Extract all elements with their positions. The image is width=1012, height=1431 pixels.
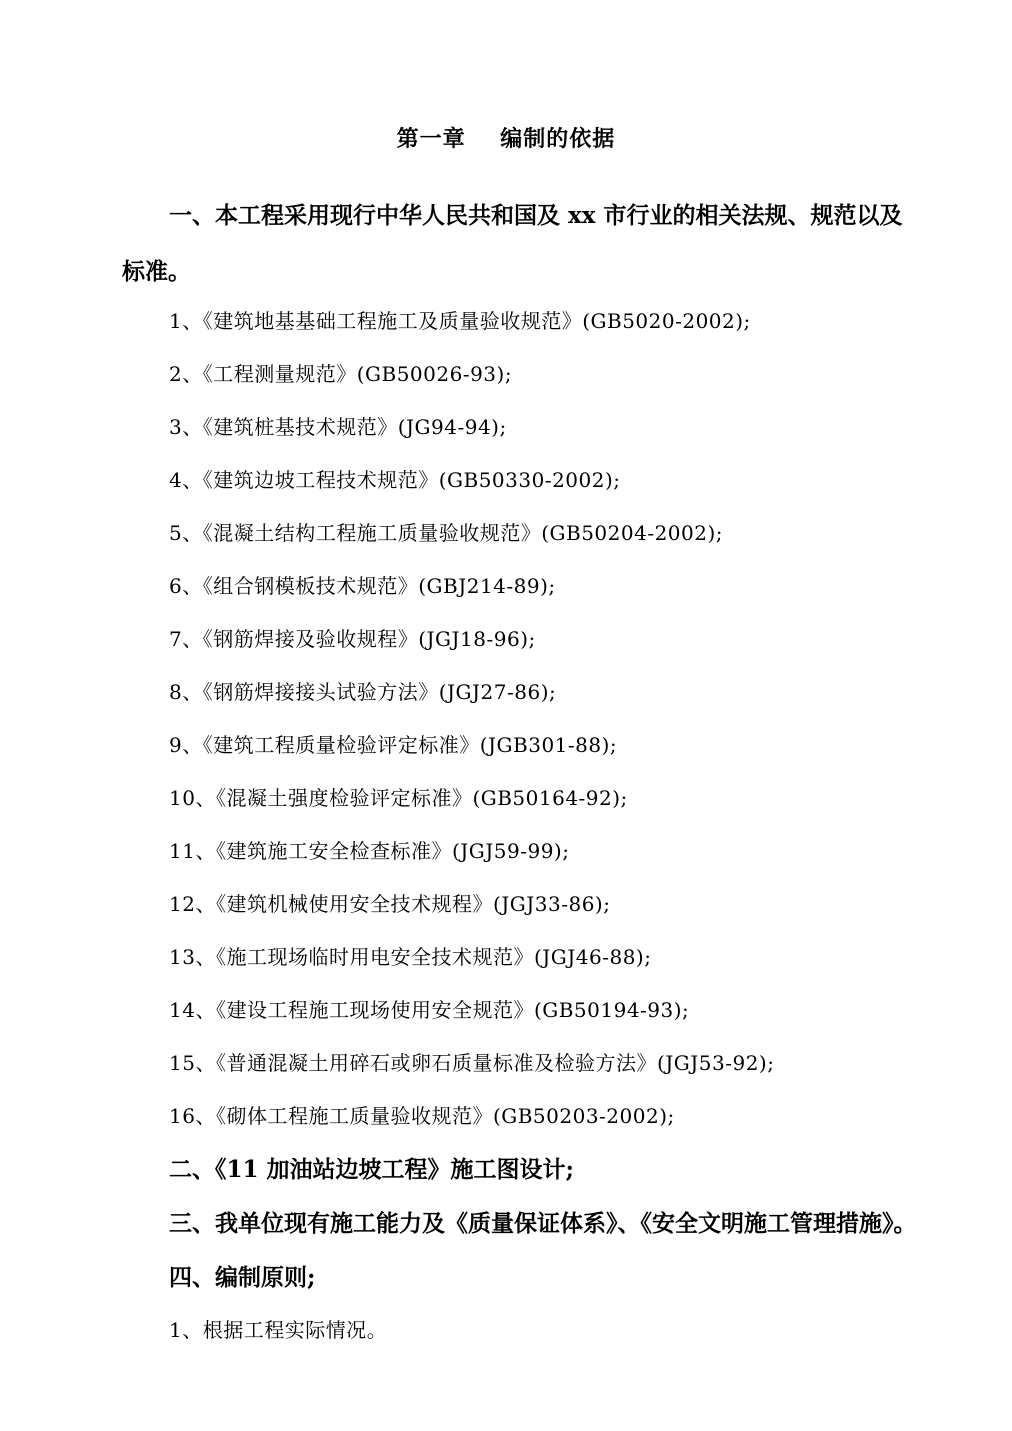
section-3-heading: 三、我单位现有施工能力及《质量保证体系》、《安全文明施工管理措施》。	[169, 1210, 917, 1237]
list-item: 4、《建筑边坡工程技术规范》(GB50330-2002);	[169, 468, 621, 492]
section-2-heading: 二、《11 加油站边坡工程》施工图设计;	[169, 1156, 575, 1183]
list-item: 16、《砌体工程施工质量验收规范》(GB50203-2002);	[169, 1104, 675, 1128]
list-item: 1、《建筑地基基础工程施工及质量验收规范》(GB5020-2002);	[169, 309, 751, 333]
list-item: 9、《建筑工程质量检验评定标准》(JGB301-88);	[169, 733, 618, 757]
list-item: 6、《组合钢模板技术规范》(GBJ214-89);	[169, 574, 556, 598]
list-item: 2、《工程测量规范》(GB50026-93);	[169, 362, 513, 386]
section-1-heading-cont: 标准。	[122, 258, 191, 285]
list-item: 15、《普通混凝土用碎石或卵石质量标准及检验方法》(JGJ53-92);	[169, 1051, 775, 1075]
section-4-heading: 四、编制原则;	[169, 1264, 316, 1291]
list-item: 14、《建设工程施工现场使用安全规范》(GB50194-93);	[169, 998, 690, 1022]
list-item: 8、《钢筋焊接接头试验方法》(JGJ27-86);	[169, 680, 557, 704]
principle-item: 1、根据工程实际情况。	[169, 1318, 388, 1342]
list-item: 3、《建筑桩基技术规范》(JG94-94);	[169, 415, 507, 439]
list-item: 11、《建筑施工安全检查标准》(JGJ59-99);	[169, 839, 570, 863]
list-item: 5、《混凝土结构工程施工质量验收规范》(GB50204-2002);	[169, 521, 724, 545]
list-item: 12、《建筑机械使用安全技术规程》(JGJ33-86);	[169, 892, 611, 916]
list-item: 10、《混凝土强度检验评定标准》(GB50164-92);	[169, 786, 628, 810]
chapter-title: 第一章 编制的依据	[396, 126, 616, 152]
list-item: 13、《施工现场临时用电安全技术规范》(JGJ46-88);	[169, 945, 652, 969]
section-1-heading: 一、本工程采用现行中华人民共和国及 xx 市行业的相关法规、规范以及	[169, 202, 903, 229]
list-item: 7、《钢筋焊接及验收规程》(JGJ18-96);	[169, 627, 536, 651]
